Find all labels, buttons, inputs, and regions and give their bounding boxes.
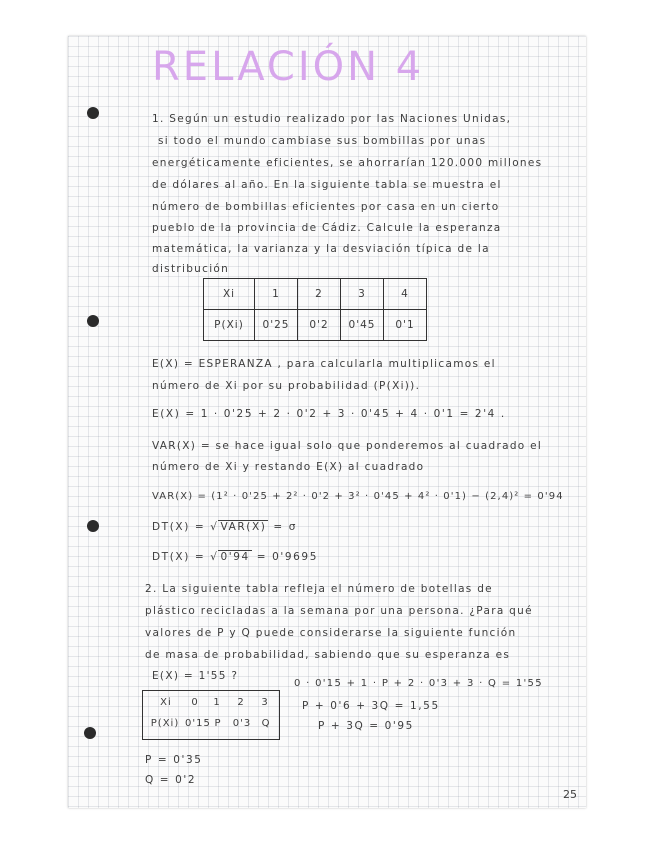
formula-part: DT(X) =	[152, 521, 206, 533]
sqrt-symbol: √	[210, 521, 219, 533]
binder-hole	[84, 727, 96, 739]
table-cell: 0'1	[384, 310, 427, 341]
exercise1-line: 1. Según un estudio realizado por las Naciones Unidas,	[152, 113, 512, 125]
equation: P + 0'6 + 3Q = 1,55	[302, 700, 440, 712]
probability-table-2	[142, 690, 280, 740]
solution-line: VAR(X) = se hace igual solo que ponderemos al cuadrado el	[152, 440, 543, 452]
answer-q: Q = 0'2	[145, 774, 197, 786]
exercise1-line: pueblo de la provincia de Cádiz. Calcule la esperanza	[152, 222, 502, 234]
expectation-formula: E(X) = 1 · 0'25 + 2 · 0'2 + 3 · 0'45 + 4 · 0'1 = 2'4 .	[152, 408, 506, 420]
table-cell: 0'45	[341, 310, 384, 341]
table-cell: 1	[255, 279, 298, 310]
radicand: 0'94	[220, 551, 250, 563]
solution-line: número de Xi por su probabilidad (P(Xi)).	[152, 380, 421, 392]
std-dev-definition	[152, 520, 297, 533]
solution-line: E(X) = ESPERANZA , para calcularla multiplicamos el	[152, 358, 496, 370]
exercise2-line: de masa de probabilidad, sabiendo que su esperanza es	[145, 649, 511, 661]
formula-part: = σ	[273, 521, 298, 533]
equation: P + 3Q = 0'95	[318, 720, 414, 732]
page-title: RELACIÓN 4	[152, 44, 425, 90]
table-cell: 0'3	[232, 718, 252, 729]
binder-hole	[87, 520, 99, 532]
table-cell: 4	[384, 279, 427, 310]
table-cell: 0'15	[185, 718, 211, 729]
table-cell: Xi	[204, 279, 255, 310]
exercise1-line: número de bombillas eficientes por casa en un cierto	[152, 201, 500, 213]
exercise1-line: de dólares al año. En la siguiente tabla se muestra el	[152, 179, 502, 191]
table-cell: 2	[237, 697, 245, 708]
table-row	[204, 279, 427, 310]
binder-hole	[87, 107, 99, 119]
exercise1-line: matemática, la varianza y la desviación típica de la	[152, 243, 490, 255]
exercise2-line: plástico recicladas a la semana por una persona. ¿Para qué	[145, 605, 533, 617]
table-cell: 1	[213, 697, 221, 708]
table-cell: 0'25	[255, 310, 298, 341]
radicand: VAR(X)	[220, 521, 267, 533]
table-cell: P	[214, 718, 222, 729]
std-dev-calculation	[152, 550, 318, 563]
sqrt-symbol: √	[210, 551, 219, 563]
probability-table-1	[203, 278, 427, 341]
exercise2-line: valores de P y Q puede considerarse la siguiente función	[145, 627, 517, 639]
table-cell: 0'2	[298, 310, 341, 341]
exercise2-line: E(X) = 1'55 ?	[152, 670, 239, 682]
formula-part: = 0'9695	[256, 551, 318, 563]
table-cell: P(Xi)	[204, 310, 255, 341]
table-cell: 3	[261, 697, 269, 708]
exercise1-line: distribución	[152, 263, 230, 275]
formula-part: DT(X) =	[152, 551, 206, 563]
table-cell: 3	[341, 279, 384, 310]
exercise1-line: si todo el mundo cambiase sus bombillas por unas	[158, 135, 487, 147]
table-row	[204, 310, 427, 341]
page-number: 25	[563, 788, 577, 801]
table-cell: Q	[261, 718, 271, 729]
variance-formula: VAR(X) = (1² · 0'25 + 2² · 0'2 + 3² · 0'45 + 4² · 0'1) − (2,4)² = 0'94	[152, 491, 564, 502]
table-cell: 0	[191, 697, 199, 708]
exercise2-line: 2. La siguiente tabla refleja el número de botellas de	[145, 583, 493, 595]
binder-hole	[87, 315, 99, 327]
table-cell: 2	[298, 279, 341, 310]
answer-p: P = 0'35	[145, 754, 203, 766]
table-cell: P(Xi)	[150, 718, 180, 729]
exercise1-line: energéticamente eficientes, se ahorrarían 120.000 millones	[152, 157, 543, 169]
equation: 0 · 0'15 + 1 · P + 2 · 0'3 + 3 · Q = 1'55	[294, 678, 543, 689]
table-cell: Xi	[160, 697, 172, 708]
solution-line: número de Xi y restando E(X) al cuadrado	[152, 461, 425, 473]
